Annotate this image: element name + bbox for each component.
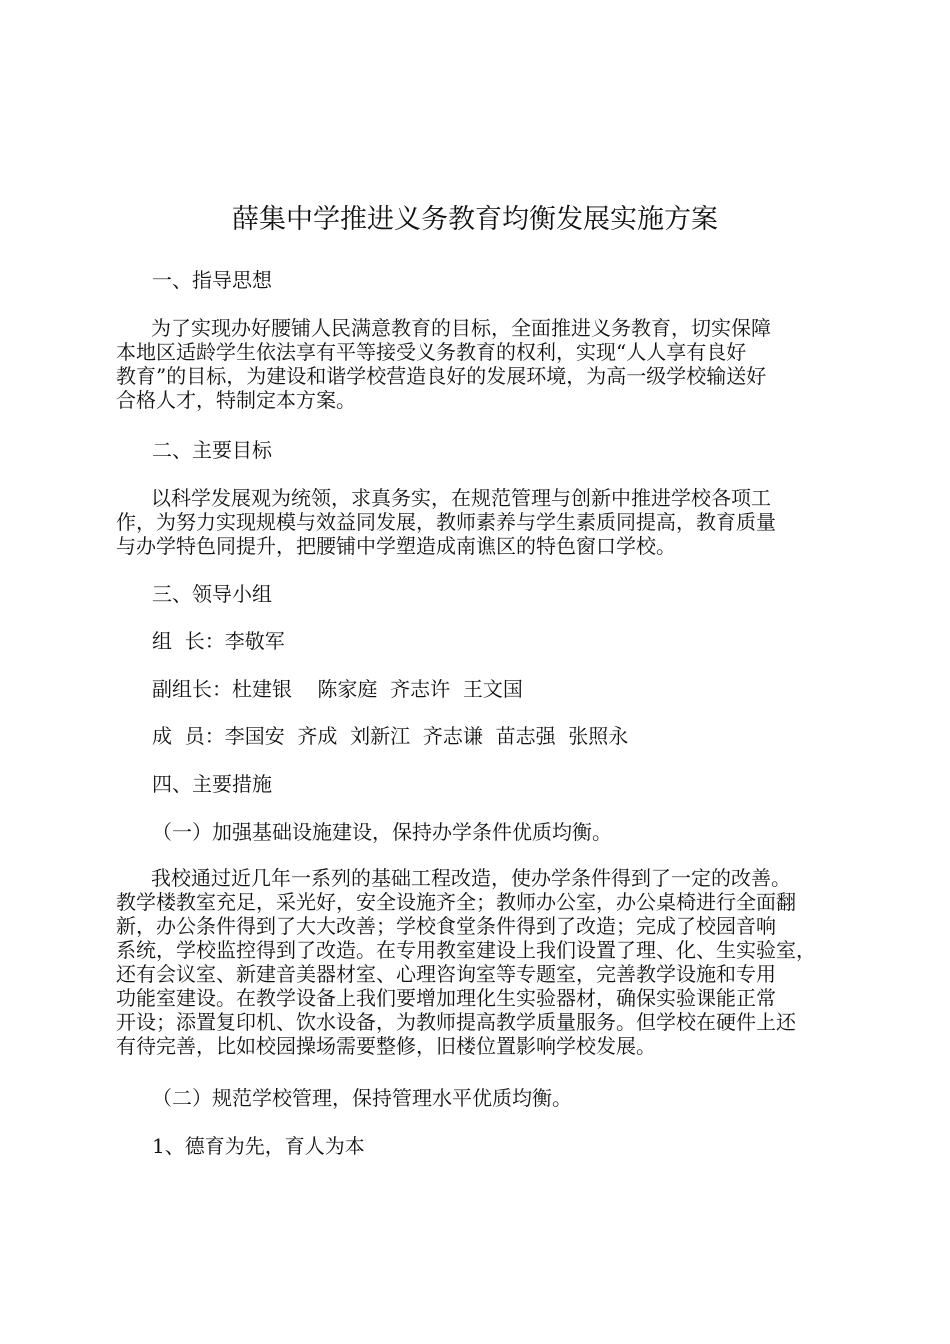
paragraph-line: 教学楼教室充足，采光好，安全设施齐全；教师办公室，办公桌椅进行全面翻: [116, 890, 796, 914]
paragraph-line: 系统，学校监控得到了改造。在专用教室建设上我们设置了理、化、生实验室，: [116, 938, 816, 962]
paragraph-line: 作，为努力实现规模与效益同发展，教师素养与学生素质同提高，教育质量: [116, 510, 776, 534]
section-heading-guiding-ideology: 一、指导思想: [152, 268, 272, 292]
paragraph-line: 合格人才，特制定本方案。: [116, 388, 356, 412]
paragraph-line: 我校通过近几年一系列的基础工程改造，使办学条件得到了一定的改善。: [151, 866, 791, 890]
paragraph-line: 开设；添置复印机、饮水设备，为教师提高教学质量服务。但学校在硬件上还: [116, 1010, 796, 1034]
subheading-moral-education: 1、德育为先，育人为本: [152, 1134, 365, 1158]
measure-heading-infrastructure: （一）加强基础设施建设，保持办学条件优质均衡。: [152, 820, 612, 844]
paragraph-main-goals: [116, 486, 844, 558]
paragraph-infrastructure: [116, 866, 844, 1058]
paragraph-line: 还有会议室、新建音美器材室、心理咨询室等专题室，完善教学设施和专用: [116, 962, 776, 986]
paragraph-line: 新，办公条件得到了大大改善；学校食堂条件得到了改造；完成了校园音响: [116, 914, 776, 938]
paragraph-line: 教育”的目标，为建设和谐学校营造良好的发展环境，为高一级学校输送好: [116, 364, 767, 388]
paragraph-line: 与办学特色同提升，把腰铺中学塑造成南谯区的特色窗口学校。: [116, 534, 676, 558]
deputy-leader-line: 副组长：杜建银 陈家庭 齐志许 王文国: [152, 677, 523, 701]
paragraph-line: 为了实现办好腰铺人民满意教育的目标，全面推进义务教育，切实保障: [151, 316, 771, 340]
group-leader-line: 组 长：李敬军: [152, 629, 285, 653]
section-heading-main-goals: 二、主要目标: [152, 438, 272, 462]
paragraph-line: 以科学发展观为统领，求真务实，在规范管理与创新中推进学校各项工: [151, 486, 771, 510]
document-title: 薛集中学推进义务教育均衡发展实施方案: [232, 204, 718, 235]
paragraph-line: 本地区适龄学生依法享有平等接受义务教育的权利，实现“人人享有良好: [116, 340, 747, 364]
members-line: 成 员：李国安 齐成 刘新江 齐志谦 苗志强 张照永: [152, 724, 629, 748]
section-heading-leadership-group: 三、领导小组: [152, 582, 272, 606]
paragraph-line: 功能室建设。在教学设备上我们要增加理化生实验器材，确保实验课能正常: [116, 986, 776, 1010]
paragraph-guiding-ideology: [116, 316, 844, 412]
paragraph-line: 有待完善，比如校园操场需要整修，旧楼位置影响学校发展。: [116, 1034, 656, 1058]
measure-heading-management: （二）规范学校管理，保持管理水平优质均衡。: [152, 1086, 572, 1110]
section-heading-main-measures: 四、主要措施: [152, 772, 272, 796]
